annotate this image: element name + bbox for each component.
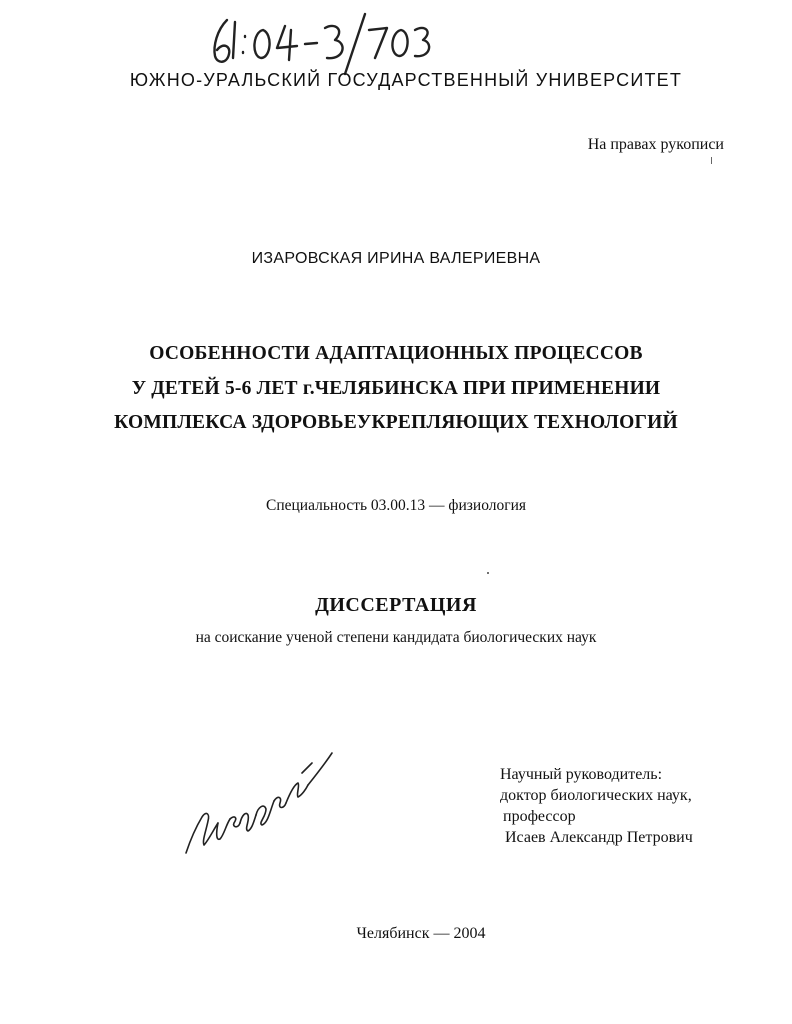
city-year: Челябинск — 2004 [356, 925, 486, 942]
supervisor-heading: Научный руководитель: [500, 766, 663, 783]
title-line-2: У ДЕТЕЙ 5-6 ЛЕТ г.ЧЕЛЯБИНСКА ПРИ ПРИМЕНЕНИИ [131, 378, 661, 399]
rights-note: На правах рукописи [587, 136, 724, 153]
specialty: Специальность 03.00.13 — физиология [265, 497, 527, 514]
stray-dot [487, 572, 489, 574]
supervisor-title: профессор [503, 808, 576, 825]
title-line-1: ОСОБЕННОСТИ АДАПТАЦИОННЫХ ПРОЦЕССОВ [149, 343, 643, 364]
author-name: ИЗАРОВСКАЯ ИРИНА ВАЛЕРИЕВНА [251, 250, 541, 267]
author-signature [180, 745, 335, 860]
supervisor-block [500, 764, 693, 848]
supervisor-name: Исаев Александр Петрович [505, 829, 693, 846]
handwritten-catalog-code [205, 8, 435, 78]
stray-mark [711, 157, 712, 164]
dissertation-subtitle: на соискание ученой степени кандидата биологических наук [195, 629, 597, 646]
title-line-3: КОМПЛЕКСА ЗДОРОВЬЕУКРЕПЛЯЮЩИХ ТЕХНОЛОГИЙ [114, 412, 678, 433]
dissertation-label: ДИССЕРТАЦИЯ [315, 594, 477, 616]
supervisor-degree: доктор биологических наук, [500, 787, 692, 804]
university-name: ЮЖНО-УРАЛЬСКИЙ ГОСУДАРСТВЕННЫЙ УНИВЕРСИТЕТ [129, 70, 683, 90]
